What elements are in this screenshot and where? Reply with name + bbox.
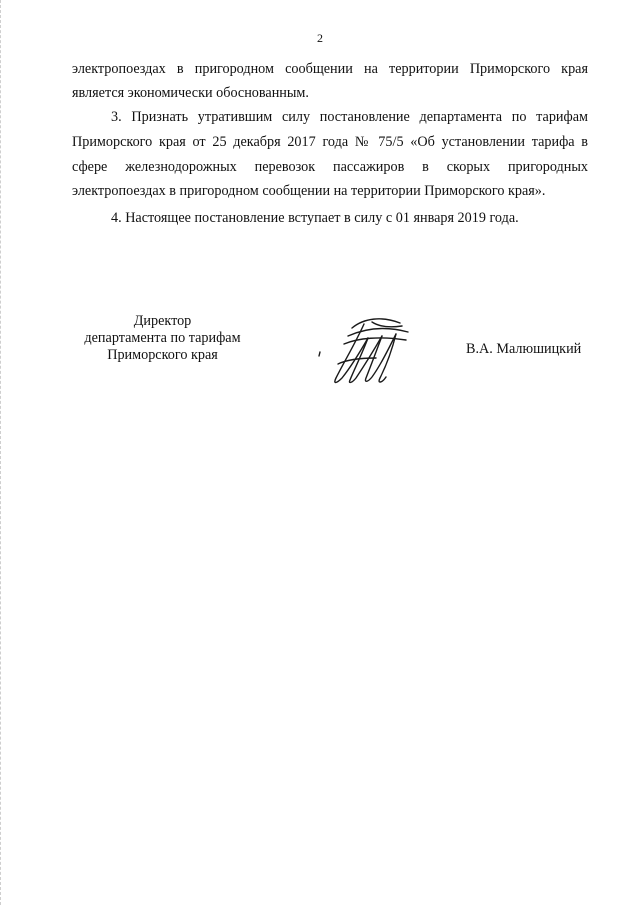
paragraph-1-line-1: электропоездах в пригородном сообщении на территории Приморского края <box>72 61 588 77</box>
signatory-name: В.А. Малюшицкий <box>466 341 582 357</box>
paragraph-3-line-1: 4. Настоящее постановление вступает в силу с 01 января 2019 года. <box>111 210 519 226</box>
page-number: 2 <box>317 31 323 45</box>
paragraph-1-line-2: является экономически обоснованным. <box>72 85 309 101</box>
signatory-title-line-1: Директор <box>133 313 192 329</box>
signatory-title-block <box>60 313 265 364</box>
scan-edge-line <box>0 0 6 905</box>
paragraph-2-line-3: сфере железнодорожных перевозок пассажиров в скорых пригородных <box>72 159 588 175</box>
signatory-title-line-3: Приморского края <box>107 347 218 363</box>
signatory-title-line-2: департамента по тарифам <box>84 330 241 346</box>
paragraph-2-line-1: 3. Признать утратившим силу постановление департамента по тарифам <box>111 109 588 125</box>
paragraph-2-line-4: электропоездах в пригородном сообщении на территории Приморского края». <box>72 183 546 199</box>
paragraph-2-line-2: Приморского края от 25 декабря 2017 года № 75/5 «Об установлении тарифа в <box>72 134 588 150</box>
handwritten-signature-icon <box>316 306 416 390</box>
